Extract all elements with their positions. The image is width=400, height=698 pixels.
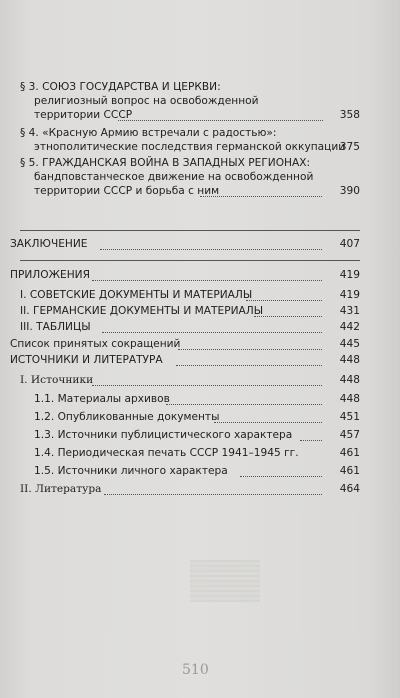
toc-page-number: 442 [339,321,360,333]
toc-entry-section-5[interactable] [20,156,313,198]
toc-page-number: 419 [339,269,360,281]
dot-leader [92,280,322,281]
toc-entry-label: 1.2. Опубликованные документы [34,411,220,423]
toc-entry-label: III. ТАБЛИЦЫ [20,321,91,333]
dot-leader [92,385,322,386]
toc-entry-label: 1.5. Источники личного характера [34,465,228,477]
toc-entry-sources-group[interactable] [20,373,93,387]
toc-entry-title-line: § 4. «Красную Армию встречали с радостью»: [20,127,277,139]
dot-leader [214,422,322,423]
dot-leader [300,440,322,441]
toc-entry-label: ЗАКЛЮЧЕНИЕ [10,238,88,250]
toc-entry-source-1-2[interactable] [34,410,219,424]
toc-entry-label: I. Источники [20,374,94,386]
toc-entry-title-line: § 5. ГРАЖДАНСКАЯ ВОЙНА В ЗАПАДНЫХ РЕГИОНАХ: [20,157,311,169]
show-through-bleed [190,560,260,602]
toc-entry-label: 1.4. Периодическая печать СССР 1941–1945 гг. [34,447,299,459]
dot-leader [118,120,323,121]
toc-entry-source-1-3[interactable] [34,428,292,442]
toc-entry-appendix-3[interactable] [20,320,91,334]
toc-page-number: 461 [339,447,360,459]
toc-entry-title-line: территории СССР [34,109,133,121]
toc-entry-source-1-5[interactable] [34,464,228,478]
toc-entry-title-line: территории СССР и борьба с ним [34,185,220,197]
toc-entry-abbreviations[interactable] [10,337,180,351]
toc-entry-title-line: религиозный вопрос на освобожденной [34,95,259,107]
toc-page-number: 445 [339,338,360,350]
toc-page-number: 451 [339,411,360,423]
dot-leader [246,300,322,301]
page-folio: 510 [182,662,209,678]
toc-page-number: 448 [339,374,360,386]
toc-entry-source-1-4[interactable] [34,446,299,460]
dot-leader [176,365,322,366]
toc-page-number: 464 [339,483,360,495]
dot-leader [240,476,322,477]
toc-entry-source-1-1[interactable] [34,392,170,406]
dot-leader [104,494,322,495]
divider [20,230,360,231]
toc-entry-conclusion[interactable] [10,237,88,251]
toc-entry-label: ИСТОЧНИКИ И ЛИТЕРАТУРА [10,354,163,366]
toc-entry-title-line: этнополитические последствия германской оккупации [34,141,346,153]
dot-leader [200,196,322,197]
dot-leader [102,332,322,333]
toc-entry-appendix[interactable] [10,268,90,282]
toc-entry-label: Список принятых сокращений [10,338,181,350]
toc-entry-section-4[interactable] [20,126,345,154]
dot-leader [166,404,322,405]
toc-entry-appendix-1[interactable] [20,288,252,302]
toc-entry-title-line: § 3. СОЮЗ ГОСУДАРСТВА И ЦЕРКВИ: [20,81,221,93]
toc-entry-label: II. Литература [20,483,102,495]
toc-entry-label: 1.1. Материалы архивов [34,393,170,405]
toc-page-number: 390 [339,185,360,197]
toc-entry-section-3[interactable] [20,80,259,122]
toc-entry-appendix-2[interactable] [20,304,263,318]
dot-leader [100,249,322,250]
toc-page-number: 457 [339,429,360,441]
toc-page-number: 431 [339,305,360,317]
toc-page-number: 407 [339,238,360,250]
toc-entry-sources[interactable] [10,353,163,367]
toc-page-number: 358 [339,109,360,121]
toc-entry-label: 1.3. Источники публицистического характера [34,429,293,441]
toc-entry-literature[interactable] [20,482,101,496]
divider [20,260,360,261]
dot-leader [254,316,322,317]
toc-page-number: 448 [339,393,360,405]
toc-page-number: 448 [339,354,360,366]
dot-leader [178,349,322,350]
toc-entry-label: ПРИЛОЖЕНИЯ [10,269,90,281]
toc-page-number: 461 [339,465,360,477]
toc-entry-title-line: бандповстанческое движение на освобожденной [34,171,314,183]
toc-entry-label: II. ГЕРМАНСКИЕ ДОКУМЕНТЫ И МАТЕРИАЛЫ [20,305,264,317]
toc-page-number: 375 [339,141,360,153]
toc-page-number: 419 [339,289,360,301]
toc-entry-label: I. СОВЕТСКИЕ ДОКУМЕНТЫ И МАТЕРИАЛЫ [20,289,253,301]
